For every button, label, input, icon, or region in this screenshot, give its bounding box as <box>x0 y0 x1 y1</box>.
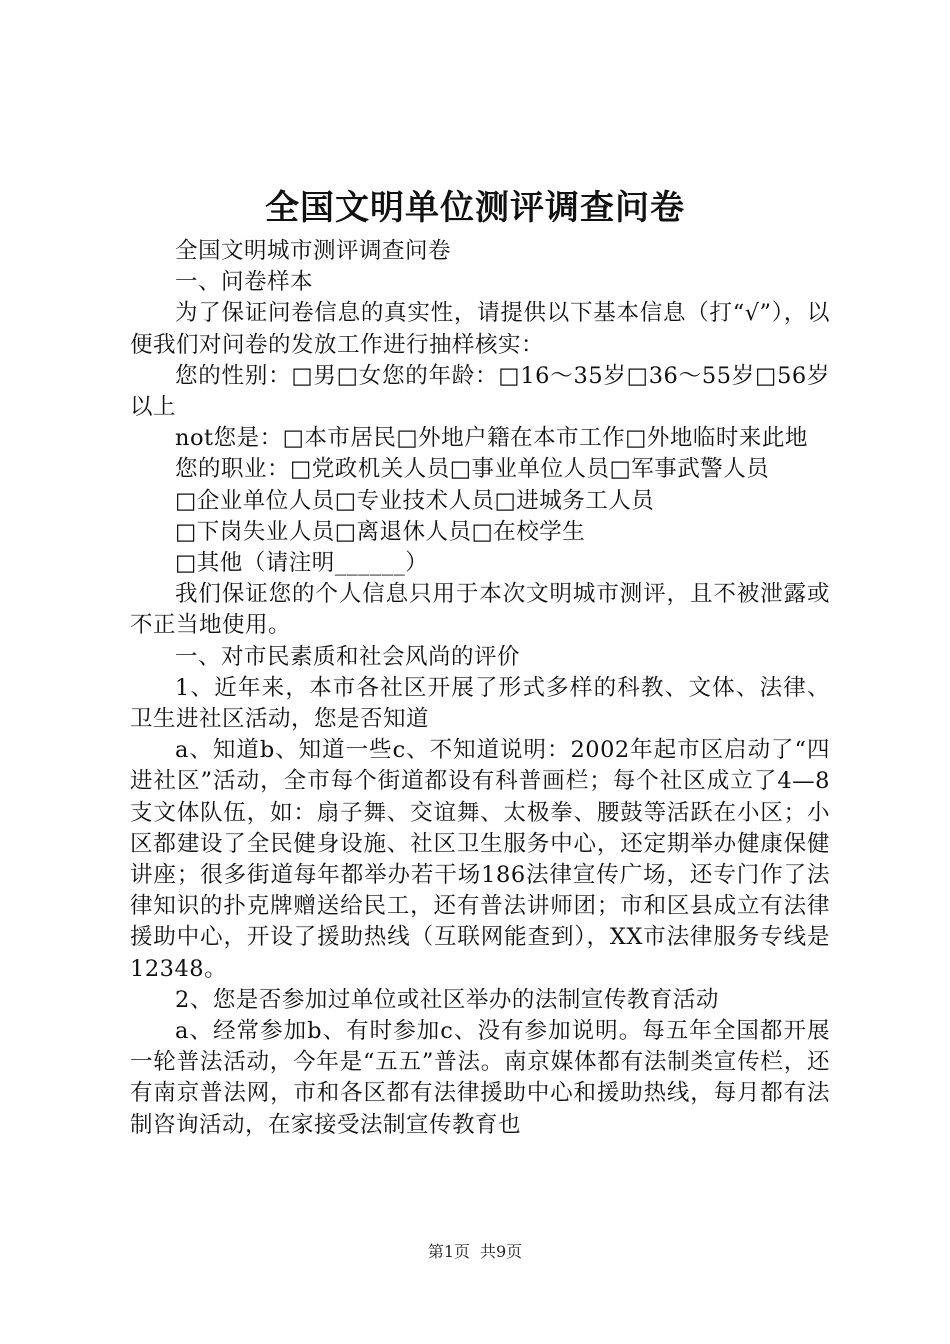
occupation-line: 您的职业：□党政机关人员□事业单位人员□军事武警人员 <box>175 456 770 483</box>
occupation-line: □企业单位人员□专业技术人员□进城务工人员 <box>175 487 655 514</box>
gender-age-line: 您的性别：□男□女您的年龄：□16～35岁□36～55岁□56岁以上 <box>130 362 830 421</box>
page-footer <box>0 1242 950 1262</box>
intro-paragraph: 为了保证问卷信息的真实性，请提供以下基本信息（打“√”），以便我们对问卷的发放工作进行抽样核实： <box>130 300 830 358</box>
page-title: 全国文明单位测评调查问卷 <box>265 188 685 228</box>
question-paragraph: 1、近年来，本市各社区开展了形式多样的科教、文体、法律、卫生进社区活动，您是否知道 <box>130 674 830 733</box>
privacy-paragraph: 我们保证您的个人信息只用于本次文明城市测评，且不被泄露或不正当地使用。 <box>130 581 830 639</box>
subtitle-paragraph: 全国文明城市测评调查问卷 <box>175 238 452 264</box>
occupation-other-line: □其他（请注明______） <box>175 550 429 577</box>
document-body <box>130 236 830 1141</box>
residence-line: not您是：□本市居民□外地户籍在本市工作□外地临时来此地 <box>175 425 808 452</box>
answer-paragraph: a、经常参加b、有时参加c、没有参加说明。每五年全国都开展一轮普法活动，今年是“五五”普法。南京媒体都有法制类宣传栏，还有南京普法网，市和各区都有法律援助中心和援助热线，每月都有法制咨询活动，在家接受法制宣传教育也 <box>130 1018 830 1138</box>
page-number: 第1页 <box>427 1242 470 1261</box>
section-heading: 一、问卷样本 <box>175 269 314 296</box>
answer-paragraph: a、知道b、知道一些c、不知道说明：2002年起市区启动了“四进社区”活动，全市每个街道都设有科普画栏；每个社区成立了4—8支文体队伍，如：扇子舞、交谊舞、太极拳、腰鼓等活跃在小区；小区都建设了全民健身设施、社区卫生服务中心，还定期举办健康保健讲座；很多街道每年都举办若干场186法律宣传广场，还专门作了法律知识的扑克牌赠送给民工，还有普法讲师团；市和区县成立有法律援助中心，开设了援助热线（互联网能查到），XX市法律服务专线是12348。 <box>130 737 830 982</box>
section-heading: 一、对市民素质和社会风尚的评价 <box>175 643 521 670</box>
question-paragraph: 2、您是否参加过单位或社区举办的法制宣传教育活动 <box>175 986 719 1013</box>
occupation-line: □下岗失业人员□离退休人员□在校学生 <box>175 518 586 545</box>
page-total: 共9页 <box>480 1242 523 1261</box>
